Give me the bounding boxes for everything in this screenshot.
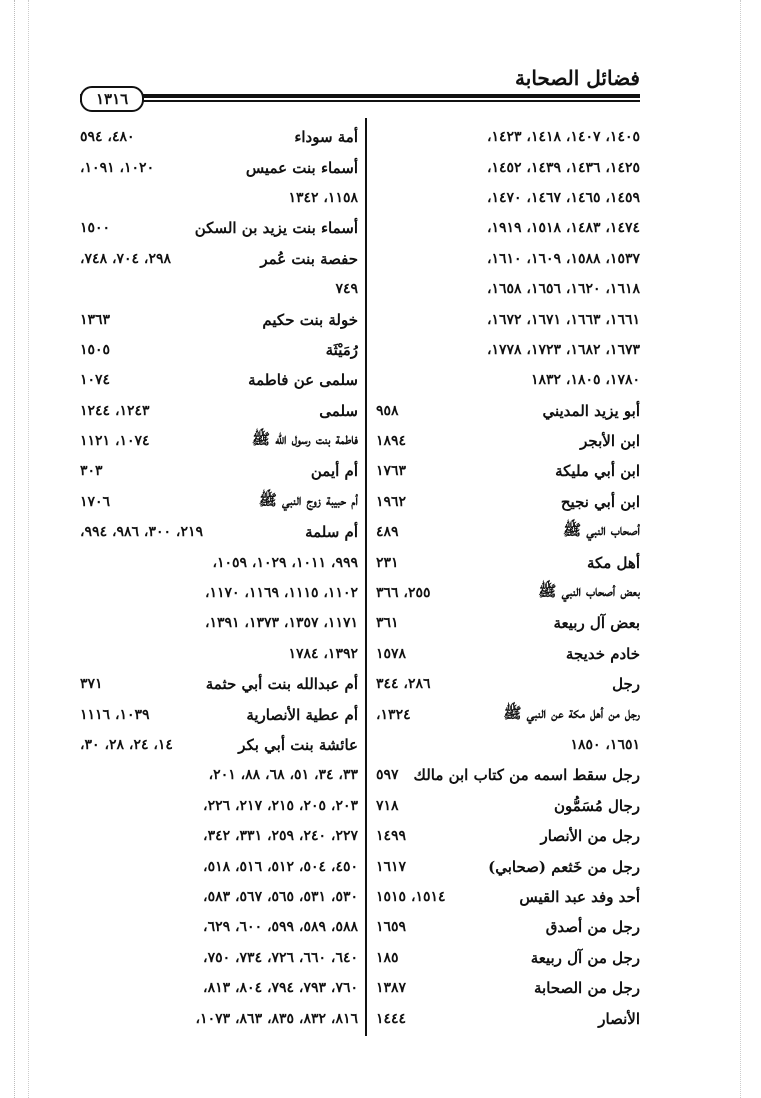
entry-refs: ٥٨٨، ٥٨٩، ٥٩٩، ٦٠٠، ٦٢٩، — [203, 919, 358, 936]
index-entry — [376, 851, 640, 881]
entry-refs: ١٦٥١، ١٨٥٠ — [570, 737, 640, 753]
index-entry — [376, 639, 640, 669]
entry-refs: ٢٨٦، ٣٤٤ — [376, 676, 431, 693]
index-entry — [80, 821, 358, 851]
entry-refs: ١٦٥٩ — [376, 919, 407, 936]
entry-refs: ٢٠٣، ٢٠٥، ٢١٥، ٢١٧، ٢٢٦، — [203, 797, 358, 814]
entry-refs: ١٨٩٤ — [376, 433, 407, 450]
entry-refs: ١٦٦١، ١٦٦٣، ١٦٧١، ١٦٧٢، — [486, 311, 640, 328]
entry-refs: ١٩٦٢ — [376, 493, 407, 510]
index-entry — [376, 699, 640, 729]
entry-name: بعض آل ربيعة — [553, 614, 640, 633]
index-entry — [376, 943, 640, 973]
entry-name: أم عطية الأنصارية — [246, 705, 358, 724]
index-entry — [80, 426, 358, 456]
index-entry — [80, 244, 358, 274]
index-entry — [376, 335, 640, 365]
entry-name: خادم خديجة — [565, 644, 640, 663]
entry-name: أم عبدالله بنت أبي حثمة — [205, 675, 358, 694]
entry-refs: ٣٣، ٣٤، ٥١، ٦٨، ٨٨، ٢٠١، — [208, 767, 358, 784]
entry-refs: ١٦٧٣، ١٦٨٢، ١٧٢٣، ١٧٧٨، — [486, 341, 640, 358]
entry-refs: ١٧٨٠، ١٨٠٥، ١٨٣٢ — [530, 372, 640, 389]
index-entry — [376, 547, 640, 577]
index-entry — [376, 517, 640, 547]
entry-refs: ١٤٥٩، ١٤٦٥، ١٤٦٧، ١٤٧٠، — [486, 189, 640, 206]
entry-refs: ٧٤٩ — [335, 281, 358, 298]
entry-name: رُمَيْثَة — [325, 340, 358, 359]
entry-refs: ١٨٥ — [376, 949, 399, 966]
entry-refs: ١٤٠٥، ١٤٠٧، ١٤١٨، ١٤٢٣، — [486, 129, 640, 146]
index-entry — [376, 396, 640, 426]
entry-refs: ١٤٤٤ — [376, 1010, 407, 1027]
index-entry — [80, 943, 358, 973]
entry-name: أبو يزيد المديني — [542, 401, 640, 420]
index-entry — [376, 213, 640, 243]
entry-name: رجل من آل ربيعة — [530, 948, 640, 967]
entry-refs: ١٠٣٩، ١١١٦ — [80, 706, 150, 723]
entry-name: الأنصار — [598, 1009, 640, 1028]
index-entry — [80, 122, 358, 152]
index-entry — [376, 730, 640, 760]
entry-refs: ٣٧١ — [80, 676, 103, 693]
entry-name: خولة بنت حكيم — [262, 310, 358, 329]
index-entry — [376, 882, 640, 912]
entry-name: أسماء بنت يزيد بن السكن — [194, 219, 358, 238]
entry-refs: ١٥٧٨ — [376, 645, 407, 662]
entry-name: أم سلمة — [305, 523, 358, 542]
entry-name: رجل من أهل مكة عن النبي ﷺ — [503, 703, 640, 722]
entry-refs: ١٥١٤، ١٥١٥ — [376, 888, 446, 905]
entry-name: ابن الأبجر — [580, 432, 640, 451]
entry-refs: ٩٩٩، ١٠١١، ١٠٢٩، ١٠٥٩، — [212, 554, 358, 571]
book-title: فضائل الصحابة — [515, 66, 640, 90]
entry-refs: ١٧٦٣ — [376, 463, 407, 480]
entry-refs: ١١٥٨، ١٣٤٢ — [288, 189, 358, 206]
entry-refs: ٨١٦، ٨٣٢، ٨٣٥، ٨٦٣، ١٠٧٣، — [195, 1010, 358, 1027]
index-entry — [376, 821, 640, 851]
entry-refs: ١٠٢٠، ١٠٩١، — [80, 159, 155, 176]
index-entry — [376, 578, 640, 608]
index-entry — [80, 183, 358, 213]
entry-refs: ٢١٩، ٣٠٠، ٩٨٦، ٩٩٤، — [80, 524, 203, 541]
entry-refs: ١٠٧٤ — [80, 372, 111, 389]
entry-refs: ٢٣١ — [376, 554, 399, 571]
entry-refs: ١٣٦٣ — [80, 311, 111, 328]
index-entry — [376, 456, 640, 486]
page-edge-dots — [14, 0, 15, 1098]
index-entry — [376, 152, 640, 182]
index-entry — [376, 669, 640, 699]
entry-refs: ١٤٧٤، ١٤٨٣، ١٥١٨، ١٩١٩، — [486, 220, 640, 237]
entry-name: رجال مُسَمُّون — [553, 796, 640, 815]
index-entry — [80, 517, 358, 547]
entry-refs: ١٣٩٢، ١٧٨٤ — [288, 645, 358, 662]
entry-refs: ١٦١٧ — [376, 858, 407, 875]
index-entry — [376, 608, 640, 638]
entry-refs: ١٥٣٧، ١٥٨٨، ١٦٠٩، ١٦١٠، — [486, 250, 640, 267]
index-entry — [80, 335, 358, 365]
index-entry — [80, 639, 358, 669]
index-entry — [80, 699, 358, 729]
index-entry — [376, 426, 640, 456]
page-edge-dots — [28, 0, 29, 1098]
index-entry — [80, 487, 358, 517]
entry-refs: ٢٢٧، ٢٤٠، ٢٥٩، ٣٣١، ٣٤٢، — [203, 828, 358, 845]
index-entry — [80, 608, 358, 638]
index-entry — [80, 456, 358, 486]
entry-refs: ١١٧١، ١٣٥٧، ١٣٧٣، ١٣٩١، — [204, 615, 358, 632]
entry-refs: ١٤٩٩ — [376, 828, 407, 845]
index-entry — [376, 244, 640, 274]
entry-refs: ١٣٨٧ — [376, 980, 407, 997]
entry-name: أصحاب النبي ﷺ — [563, 521, 640, 540]
page-number: ١٣١٦ — [80, 86, 144, 112]
entry-name: رجل من أصدق — [545, 918, 640, 937]
index-entry — [80, 365, 358, 395]
entry-refs: ٢٥٥، ٣٦٦ — [376, 585, 431, 602]
index-entry — [376, 973, 640, 1003]
index-entry — [80, 274, 358, 304]
entry-name: سلمى عن فاطمة — [248, 371, 358, 390]
entry-refs: ٧١٨ — [376, 797, 399, 814]
index-entry — [376, 487, 640, 517]
entry-refs: ١٥٠٠ — [80, 220, 111, 237]
entry-name: عائشة بنت أبي بكر — [238, 736, 358, 754]
entry-refs: ١٤، ٢٤، ٢٨، ٣٠، — [80, 737, 173, 753]
index-entry — [80, 547, 358, 577]
index-entry — [376, 791, 640, 821]
entry-refs: ٤٨٠، ٥٩٤ — [80, 129, 135, 146]
entry-refs: ٣٠٣ — [80, 463, 103, 480]
index-entry — [80, 152, 358, 182]
index-entry — [80, 1003, 358, 1033]
index-entry — [80, 760, 358, 790]
index-entry — [376, 760, 640, 790]
entry-name: رجل — [612, 675, 640, 694]
entry-refs: ١٦١٨، ١٦٢٠، ١٦٥٦، ١٦٥٨، — [486, 281, 640, 298]
entry-refs: ١٥٠٥ — [80, 341, 111, 358]
entry-name: فاطمة بنت رسول الله ﷺ — [251, 430, 358, 449]
entry-name: سلمى — [319, 401, 358, 420]
entry-name: بعض أصحاب النبي ﷺ — [538, 582, 640, 601]
index-entry — [376, 1003, 640, 1033]
entry-refs: ٤٥٠، ٥٠٤، ٥١٢، ٥١٦، ٥١٨، — [203, 858, 358, 875]
entry-refs: ١١٠٢، ١١١٥، ١١٦٩، ١١٧٠، — [204, 585, 358, 602]
index-entry — [80, 213, 358, 243]
page-header — [80, 62, 640, 112]
entry-name: حفصة بنت عُمر — [260, 249, 358, 268]
index-entry — [80, 912, 358, 942]
index-column-left — [80, 122, 358, 1034]
index-entry — [80, 851, 358, 881]
entry-refs: ٥٩٧ — [376, 767, 399, 784]
entry-refs: ١٣٢٤، — [376, 706, 411, 723]
entry-name: رجل سقط اسمه من كتاب ابن مالك — [413, 766, 640, 785]
page-edge-dots — [740, 0, 741, 1098]
index-column-right — [376, 122, 640, 1034]
index-entry — [80, 791, 358, 821]
header-rule — [80, 94, 640, 98]
entry-name: أم حبيبة زوج النبي ﷺ — [258, 490, 358, 509]
index-entry — [80, 669, 358, 699]
entry-refs: ٧٦٠، ٧٩٣، ٧٩٤، ٨٠٤، ٨١٣، — [203, 980, 358, 997]
entry-name: أم أيمن — [310, 462, 358, 481]
entry-refs: ٢٩٨، ٧٠٤، ٧٤٨، — [80, 250, 172, 267]
entry-refs: ٩٥٨ — [376, 402, 399, 419]
index-entry — [376, 183, 640, 213]
index-entry — [80, 304, 358, 334]
index-entry — [80, 396, 358, 426]
entry-refs: ٥٣٠، ٥٣١، ٥٦٥، ٥٦٧، ٥٨٣، — [203, 888, 358, 905]
entry-refs: ١٠٧٤، ١١٢١ — [80, 433, 150, 450]
index-entry — [376, 365, 640, 395]
index-entry — [80, 882, 358, 912]
entry-name: أسماء بنت عميس — [245, 158, 358, 177]
entry-refs: ٤٨٩ — [376, 524, 399, 541]
entry-refs: ٣٦١ — [376, 615, 399, 632]
entry-name: رجل من خَثعم (صحابي) — [488, 857, 640, 876]
index-entry — [80, 578, 358, 608]
entry-name: ابن أبي نجيح — [560, 492, 640, 511]
entry-name: أحد وفد عبد القيس — [519, 887, 640, 906]
index-entry — [376, 122, 640, 152]
index-entry — [376, 912, 640, 942]
index-entry — [80, 973, 358, 1003]
index-entry — [376, 274, 640, 304]
entry-name: رجل من الصحابة — [534, 979, 640, 998]
entry-refs: ١٧٠٦ — [80, 493, 111, 510]
entry-name: أهل مكة — [586, 553, 640, 572]
entry-refs: ٦٤٠، ٦٦٠، ٧٢٦، ٧٣٤، ٧٥٠، — [203, 949, 358, 966]
entry-name: ابن أبي مليكة — [555, 462, 640, 481]
index-entry — [80, 730, 358, 760]
entry-name: رجل من الأنصار — [540, 827, 640, 846]
entry-name: أمة سوداء — [294, 128, 358, 147]
entry-refs: ١٤٢٥، ١٤٣٦، ١٤٣٩، ١٤٥٢، — [486, 159, 640, 176]
entry-refs: ١٢٤٣، ١٢٤٤ — [80, 402, 150, 419]
index-entry — [376, 304, 640, 334]
header-rule-thin — [80, 100, 640, 102]
column-divider — [365, 118, 367, 1036]
